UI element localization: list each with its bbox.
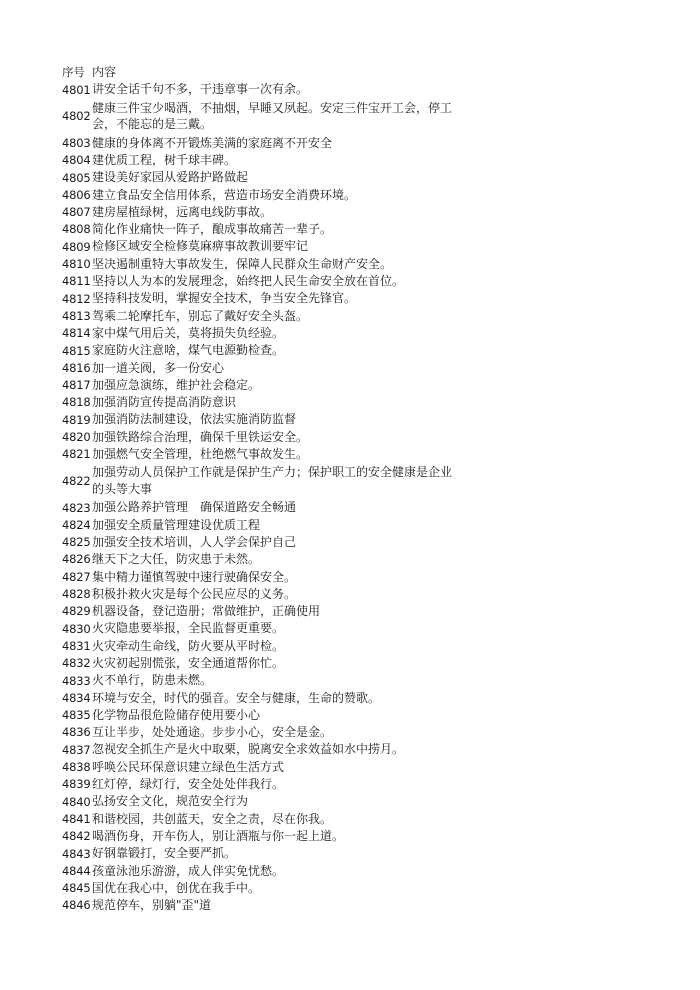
row-number: 4815	[62, 343, 91, 358]
table-row	[62, 862, 462, 879]
table-row	[62, 186, 462, 203]
row-number: 4833	[62, 673, 91, 688]
row-number: 4840	[62, 794, 91, 809]
row-content: 火灾初起别慌张，安全通道帮你忙。	[92, 656, 285, 670]
row-number: 4821	[62, 447, 91, 462]
row-number: 4818	[62, 395, 91, 410]
row-number: 4839	[62, 777, 91, 792]
row-content: 家庭防火注意啥，煤气电源勤检查。	[92, 343, 285, 358]
row-content: 加强公路养护管理 确保道路安全畅通	[92, 500, 297, 515]
row-content: 呼唤公民环保意识建立绿色生活方式	[92, 759, 285, 774]
table-row	[62, 273, 462, 290]
table-row	[62, 897, 462, 914]
row-content: 建立食品安全信用体系，营造市场安全消费环境。	[92, 187, 357, 202]
table-row	[62, 394, 462, 411]
table-row	[62, 534, 462, 551]
row-number: 4831	[62, 638, 91, 653]
row-number: 4811	[62, 274, 91, 289]
row-content: 化学物品很危险储存使用要小心	[92, 707, 261, 722]
table-row	[62, 446, 462, 463]
table-row	[62, 568, 462, 585]
header-num: 序号	[62, 65, 85, 79]
row-number: 4843	[62, 846, 91, 861]
row-number: 4802	[62, 109, 91, 124]
table-row	[62, 810, 462, 827]
table-row	[62, 672, 462, 689]
row-content: 加强燃气安全管理，杜绝燃气事故发生。	[92, 447, 309, 462]
table-row	[62, 255, 462, 272]
row-number: 4846	[62, 898, 91, 913]
table-row	[62, 758, 462, 775]
row-content: 红灯停，绿灯行，安全处处伴我行。	[92, 777, 285, 792]
row-content: 坚持以人为本的发展理念，始终把人民生命安全放在首位。	[92, 274, 405, 289]
row-number: 4837	[62, 742, 91, 757]
row-number: 4838	[62, 760, 91, 775]
table-row	[62, 585, 462, 602]
table-row	[62, 463, 462, 499]
row-content: 弘扬安全文化，规范安全行为	[92, 794, 249, 809]
row-number: 4801	[62, 82, 91, 97]
row-number: 4806	[62, 187, 91, 202]
row-content: 加一道关阀，多一份安心	[92, 360, 225, 375]
row-content: 集中精力谨慎驾驶中速行驶确保安全。	[92, 569, 297, 584]
table-row	[62, 290, 462, 307]
row-content: 建优质工程，树千球丰碑。	[92, 152, 237, 167]
row-content: 环境与安全，时代的强音。安全与健康，生命的赞歌。	[92, 690, 381, 705]
row-number: 4830	[62, 621, 91, 636]
row-content: 加强劳动人员保护工作就是保护生产力；保护职工的安全健康是企业的头等大事	[92, 465, 453, 496]
table-row	[62, 134, 462, 151]
row-content: 加强应急演练，维护社会稳定。	[92, 377, 261, 392]
row-number: 4813	[62, 308, 91, 323]
row-number: 4841	[62, 811, 91, 826]
row-content: 规范停车，别躺"歪"道	[92, 898, 212, 913]
table-row	[62, 307, 462, 324]
row-content: 机器设备，登记造册；常做维护，正确使用	[92, 604, 321, 619]
row-number: 4803	[62, 135, 91, 150]
header-content: 内容	[92, 65, 117, 79]
table-row	[62, 516, 462, 533]
table-row	[62, 620, 462, 637]
row-content: 火灾牵动生命线，防火要从平时检。	[92, 638, 285, 653]
table-header	[62, 64, 462, 81]
row-number: 4816	[62, 360, 91, 375]
row-number: 4805	[62, 170, 91, 185]
row-content: 加强铁路综合治理，确保千里铁运安全。	[92, 429, 309, 444]
row-content: 继天下之大任，防灾患于未然。	[92, 552, 261, 567]
row-content: 互让半步，处处通途。步步小心，安全是金。	[92, 725, 333, 740]
row-content: 火灾隐患要举报，全民监督更重要。	[92, 621, 285, 636]
row-number: 4826	[62, 552, 91, 567]
row-content: 和谐校园，共创蓝天，安全之责，尽在你我。	[92, 811, 333, 826]
table-body	[62, 81, 462, 914]
row-content: 家中煤气用后关，莫将损失负经验。	[92, 325, 285, 340]
table-row	[62, 238, 462, 255]
row-number: 4812	[62, 291, 91, 306]
table-row	[62, 169, 462, 186]
row-content: 坚决遏制重特大事故发生，保障人民群众生命财产安全。	[92, 256, 393, 271]
row-number: 4836	[62, 725, 91, 740]
row-content: 忽视安全抓生产是火中取栗，脱离安全求效益如水中捞月。	[92, 742, 405, 757]
row-number: 4829	[62, 604, 91, 619]
row-number: 4832	[62, 656, 91, 671]
table-row	[62, 342, 462, 359]
row-number: 4845	[62, 881, 91, 896]
table-row	[62, 203, 462, 220]
row-number: 4822	[62, 473, 91, 488]
row-content: 驾乘二轮摩托车，别忘了戴好安全头盔。	[92, 308, 309, 323]
row-number: 4825	[62, 535, 91, 550]
row-number: 4809	[62, 239, 91, 254]
table-row	[62, 81, 462, 98]
row-content: 健康三件宝少喝酒，不抽烟，早睡又夙起。安定三件宝开工会，停工会，不能忘的是三戴。	[92, 100, 453, 132]
row-content: 建设美好家园从爱路护路做起	[92, 170, 249, 185]
table-row	[62, 551, 462, 568]
row-content: 健康的身体离不开锻炼美满的家庭离不开安全	[92, 135, 333, 150]
row-number: 4810	[62, 257, 91, 272]
table-row	[62, 707, 462, 724]
row-content: 积极扑救火灾是每个公民应尽的义务。	[92, 586, 297, 601]
row-number: 4835	[62, 708, 91, 723]
row-number: 4823	[62, 500, 91, 515]
row-number: 4824	[62, 517, 91, 532]
row-number: 4820	[62, 429, 91, 444]
table-row	[62, 603, 462, 620]
row-number: 4804	[62, 153, 91, 168]
row-content: 讲安全话千句不多，干违章事一次有余。	[92, 82, 309, 97]
table-row	[62, 845, 462, 862]
row-content: 加强消防宣传提高消防意识	[92, 395, 237, 410]
row-number: 4844	[62, 863, 91, 878]
table-row	[62, 776, 462, 793]
row-content: 检修区域安全检修莫麻痹事故教训要牢记	[92, 239, 309, 254]
row-content: 国优在我心中，创优在我手中。	[92, 880, 261, 895]
row-content: 坚持科技发明，掌握安全技术，争当安全先锋官。	[92, 291, 357, 306]
table-row	[62, 655, 462, 672]
table-row	[62, 724, 462, 741]
table-row	[62, 376, 462, 393]
table-row	[62, 828, 462, 845]
table-row	[62, 411, 462, 428]
table-row	[62, 428, 462, 445]
row-content: 建房屋植绿树，远离电线防事故。	[92, 204, 273, 219]
document-page	[62, 64, 462, 914]
row-content: 简化作业痛快一阵子，酿成事故痛苦一辈子。	[92, 222, 333, 237]
table-row	[62, 689, 462, 706]
row-number: 4808	[62, 222, 91, 237]
row-number: 4814	[62, 326, 91, 341]
row-number: 4817	[62, 378, 91, 393]
row-number: 4842	[62, 829, 91, 844]
table-row	[62, 499, 462, 516]
row-content: 加强消防法制建设，依法实施消防监督	[92, 412, 297, 427]
table-row	[62, 98, 462, 134]
row-content: 火不单行，防患未燃。	[92, 673, 213, 688]
row-content: 孩童泳池乐游游，成人伴实免忧愁。	[92, 863, 285, 878]
table-row	[62, 221, 462, 238]
row-number: 4819	[62, 412, 91, 427]
row-number: 4828	[62, 587, 91, 602]
row-content: 加强安全技术培训，人人学会保护自己	[92, 534, 297, 549]
table-row	[62, 637, 462, 654]
row-number: 4807	[62, 205, 91, 220]
row-content: 加强安全质量管理建设优质工程	[92, 517, 261, 532]
table-row	[62, 741, 462, 758]
row-number: 4827	[62, 569, 91, 584]
table-row	[62, 325, 462, 342]
table-row	[62, 359, 462, 376]
table-row	[62, 879, 462, 896]
table-row	[62, 793, 462, 810]
row-number: 4834	[62, 690, 91, 705]
row-content: 好钢靠锻打，安全要严抓。	[92, 846, 237, 861]
table-row	[62, 152, 462, 169]
row-content: 喝酒伤身，开车伤人，别让酒瓶与你一起上道。	[92, 828, 345, 843]
